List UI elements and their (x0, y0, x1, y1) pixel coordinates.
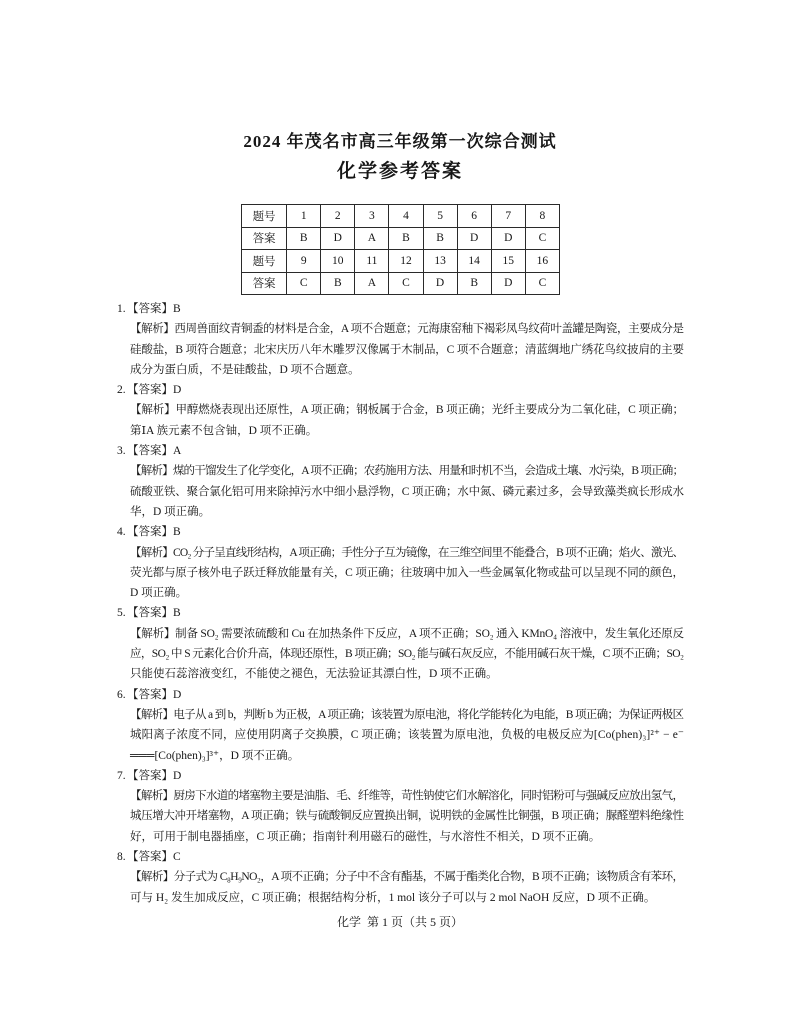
analysis-text: 【解析】厨房下水道的堵塞物主要是油脂、毛、纤维等，苛性钠使它们水解溶化，同时铝粉可与强碱反应放出氢气， (130, 790, 684, 803)
table-row (242, 272, 560, 295)
item-number: 7. (117, 769, 126, 782)
answer-label: 【答案】D (127, 384, 182, 397)
analysis-text: 可与 H₂ 发生加成反应，C 项正确；根据结构分析，1 mol 该分子可以与 2 mol NaOH 反应，D 项不正确。 (130, 891, 656, 904)
table-cell: 4 (389, 205, 423, 228)
analysis-text: 荧光都与原子核外电子跃迁释放能量有关，C 项正确；往玻璃中加入一些金属氧化物或盐可以呈现不同的颜色， (130, 566, 684, 579)
analysis-text: 城阳离子浓度不同，应使用阴离子交换膜，C 项正确；该装置为原电池，负极的电极反应为[Co(phen)₃]²⁺ − e⁻ (130, 729, 685, 742)
answer-line (117, 522, 684, 542)
item-number: 5. (117, 607, 126, 620)
analysis-line (130, 827, 684, 847)
answer-explanations (117, 299, 685, 908)
document-title: 2024 年茂名市高三年级第一次综合测试 (243, 132, 557, 151)
answer-item (117, 603, 684, 684)
table-cell: C (525, 227, 559, 250)
table-cell: D (321, 227, 355, 250)
analysis-line (130, 664, 684, 684)
analysis-text: 【解析】电子从 a 到 b，判断 b 为正极，A 项正确；该装置为原电池，将化学能转化为电能，B 项正确；为保证两极区 (130, 708, 684, 721)
table-cell: D (423, 272, 457, 295)
table-cell: 3 (355, 205, 389, 228)
answer-label: 【答案】B (127, 607, 181, 620)
analysis-text: 【解析】分子式为 C₈H₉NO₂，A 项不正确；分子中不含有酯基，不属于酯类化合物，B 项不正确；该物质含有苯环， (130, 871, 684, 884)
analysis-text: 硫酸亚铁、聚合氯化铝可用来除掉污水中细小悬浮物，C 项正确；水中氮、磷元素过多，会导致藻类疯长形成水 (130, 485, 684, 498)
analysis-line (130, 340, 684, 360)
answer-item (117, 380, 684, 441)
table-cell: 16 (525, 250, 559, 273)
analysis-text: 成分为蛋白质，不是硅酸盐，D 项不合题意。 (130, 363, 360, 376)
table-cell: A (355, 272, 389, 295)
answer-table (241, 204, 560, 295)
answer-label: 【答案】C (127, 851, 181, 864)
table-cell: 12 (389, 250, 423, 273)
analysis-text: 【解析】甲醇燃烧表现出还原性，A 项正确；钢板属于合金，B 项正确；光纤主要成分为二氧化硅，C 项正确； (130, 404, 684, 417)
table-cell: 6 (457, 205, 491, 228)
analysis-line (130, 360, 684, 380)
answer-line (117, 441, 684, 461)
analysis-line (130, 644, 684, 664)
analysis-text: 硅酸盐，B 项符合题意；北宋庆历八年木雕罗汉像属于木制品，C 项不合题意；清蓝绸地广绣花鸟纹披肩的主要 (130, 343, 684, 356)
answer-line (117, 847, 684, 867)
analysis-line (130, 400, 684, 420)
analysis-text: D 项正确。 (130, 587, 188, 600)
analysis-line (130, 563, 684, 583)
analysis-line (130, 786, 684, 806)
table-cell: C (287, 272, 321, 295)
answer-item (117, 685, 685, 766)
table-cell: B (389, 227, 423, 250)
answer-item (117, 766, 684, 847)
answer-item (117, 441, 684, 522)
analysis-line (130, 725, 684, 745)
answer-line (117, 380, 684, 400)
analysis-text: 好，可用于制电器插座，C 项正确；指南针利用磁石的磁性，与水溶性不相关，D 项不正确。 (130, 830, 601, 843)
analysis-line (130, 482, 684, 502)
row-label: 答案 (242, 272, 287, 295)
analysis-line (130, 867, 684, 887)
row-label: 题号 (242, 250, 287, 273)
answer-label: 【答案】B (127, 526, 181, 539)
table-cell: D (491, 272, 525, 295)
item-number: 3. (117, 445, 126, 458)
answer-label: 【答案】B (127, 303, 181, 315)
table-cell: B (321, 272, 355, 295)
table-cell: 11 (355, 250, 389, 273)
analysis-text: 【解析】CO₂ 分子呈直线形结构，A 项正确；手性分子互为镜像，在三维空间里不能叠合，B 项不正确；焰火、激光、 (130, 546, 684, 559)
analysis-line (130, 624, 684, 644)
answer-item (117, 847, 684, 908)
table-cell: 13 (423, 250, 457, 273)
analysis-text: ═══[Co(phen)₃]³⁺，D 项不正确。 (130, 749, 300, 762)
analysis-line (130, 421, 684, 441)
answer-line (117, 299, 684, 319)
table-cell: B (287, 227, 321, 250)
table-row (242, 250, 560, 273)
table-cell: D (457, 227, 491, 250)
analysis-text: 【解析】西周兽面纹青铜盉的材料是合金，A 项不合题意；元海康窑釉下褐彩凤鸟纹荷叶盖罐是陶瓷，主要成分是 (130, 323, 684, 336)
table-cell: A (355, 227, 389, 250)
table-cell: B (423, 227, 457, 250)
analysis-text: 第ⅠA 族元素不包含铀，D 项不正确。 (130, 424, 318, 437)
table-cell: 10 (321, 250, 355, 273)
answer-line (117, 766, 684, 786)
analysis-line (130, 502, 684, 522)
row-label: 答案 (242, 227, 287, 250)
analysis-line (130, 888, 684, 908)
table-cell: 7 (491, 205, 525, 228)
table-cell: D (491, 227, 525, 250)
analysis-text: 【解析】制备 SO₂ 需要浓硫酸和 Cu 在加热条件下反应，A 项不正确；SO₂ 通入 KMnO₄ 溶液中，发生氧化还原反 (130, 627, 684, 640)
analysis-line (130, 319, 684, 339)
row-label: 题号 (242, 205, 287, 228)
analysis-text: 只能使石蕊溶液变红，不能使之褪色，无法验证其漂白性，D 项不正确。 (130, 668, 498, 681)
analysis-line (130, 583, 684, 603)
item-number: 1. (117, 303, 126, 315)
analysis-text: 城压增大冲开堵塞物，A 项正确；铁与硫酸铜反应置换出铜，说明铁的金属性比铜强，B 项正确；脲醛塑料绝缘性 (130, 810, 684, 823)
answer-item (117, 522, 684, 603)
item-number: 6. (117, 688, 126, 701)
table-row (242, 205, 560, 228)
analysis-line (130, 806, 684, 826)
analysis-line (130, 705, 684, 725)
analysis-line (130, 461, 684, 481)
answer-label: 【答案】D (127, 688, 182, 701)
item-number: 8. (117, 851, 126, 864)
table-cell: C (525, 272, 559, 295)
table-cell: 8 (525, 205, 559, 228)
table-cell: 9 (287, 250, 321, 273)
table-cell: 15 (491, 250, 525, 273)
page-footer: 化学 第 1 页（共 5 页） (336, 915, 463, 929)
item-number: 4. (117, 526, 126, 539)
analysis-line (130, 746, 684, 766)
document-subtitle: 化学参考答案 (336, 161, 463, 182)
answer-item (117, 299, 684, 380)
table-cell: B (457, 272, 491, 295)
table-row (242, 227, 560, 250)
answer-label: 【答案】A (127, 445, 182, 458)
table-cell: C (389, 272, 423, 295)
table-cell: 1 (287, 205, 321, 228)
table-cell: 14 (457, 250, 491, 273)
analysis-text: 应，SO₂ 中 S 元素化合价升高，体现还原性，B 项正确；SO₂ 能与碱石灰反应，不能用碱石灰干燥，C 项不正确；SO₂ (130, 648, 684, 661)
answer-label: 【答案】D (127, 769, 182, 782)
table-cell: 2 (321, 205, 355, 228)
analysis-line (130, 543, 684, 563)
answer-line (117, 603, 684, 623)
analysis-text: 【解析】煤的干馏发生了化学变化，A 项不正确；农药施用方法、用量和时机不当，会造成土壤、水污染，B 项正确； (130, 465, 684, 478)
answer-line (117, 685, 684, 705)
item-number: 2. (117, 384, 126, 397)
table-cell: 5 (423, 205, 457, 228)
analysis-text: 华，D 项正确。 (130, 505, 211, 518)
